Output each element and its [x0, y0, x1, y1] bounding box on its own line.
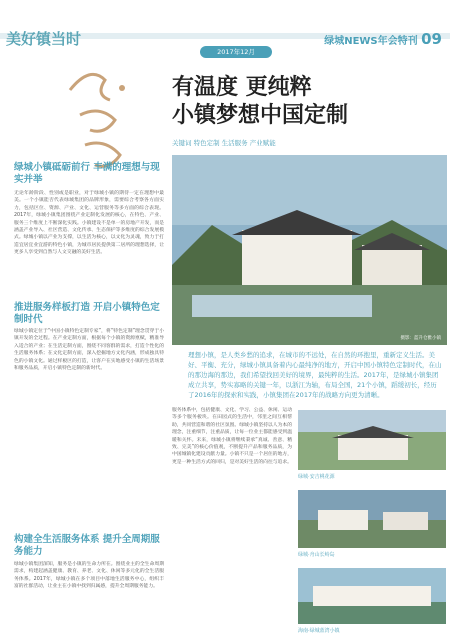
section-title: 美好镇当时 [6, 30, 82, 48]
section-1-title: 绿城小镇砥砺前行 丰满的理想与现实并举 [14, 162, 160, 185]
section-2-title: 推进服务样板打造 开启小镇特色定制时代 [14, 302, 160, 325]
thumb-1 [298, 410, 446, 470]
thumb-3-image [298, 568, 446, 624]
section-3-body: 绿城小镇集团深知，服务是小镇的生命力所在。围绕业主的全生命周期需求，构建起涵盖健康、教育、养老、文化、休闲等多元化的全生活服务体系。2017年，绿城小镇在多个项目中落地生活服务中心，组织丰富的社群活动，让业主在小镇中找到归属感，提升全周期服务能力。 [14, 562, 164, 590]
thumb-3-label: 海南·绿城蓝湾小镇 [298, 628, 340, 634]
thumb-1-label: 绿城·安吉桃花源 [298, 474, 335, 480]
brand-header [324, 30, 442, 48]
date-pill: 2017年12月 [200, 46, 272, 58]
thumb-1-image [298, 410, 446, 470]
intro-paragraph: 理想小镇，是人类乡愁的追求，在城市的不远处，在自然的环抱里，重新定义生活。美好、平衡、充分，绿城小镇具备着内心最纯净的地方，开启中国小镇特色定制时代，在山的那边海的那边，我们希望找回美好的境界，最纯粹的生活。2017年，是绿城小镇集团成立共享，势实寡略的关键一年，以浙江为轴，布局全国，21个小镇，蹈缓初长，经历了2016年的探索和实践，小镇集团在2017年的战略方向更为清晰。 [188, 351, 442, 399]
main-photo [172, 155, 447, 345]
page-number: 09 [421, 30, 442, 48]
brand-name: 绿城NEWS年会特刊 [324, 36, 418, 47]
thumb-2-label: 绿城·舟山长峙岛 [298, 552, 335, 558]
thumb-2-image [298, 490, 446, 548]
headline-line-2: 小镇梦想中国定制 [172, 103, 349, 128]
section-1-body: 无论年龄阶段、性别或是职业，对于绿城小镇的期待一定在理想中最美。一个小镇能否代表绿城集团的品牌形象，需要综合考察各方面实力，包括区位、资源、产业、文化、运营服务等多方面的综合表现。2017年，绿城小镇集团围绕产业定制化发展的核心，在特色、产业、服务三个维度上不断深化实践。小镇建设不是单一的房地产开发，而是涵盖产业导入、社区营造、文化传承、生态保护等多维度的综合发展模式。绿城小镇以产业为支撑，以生活为核心，以文化为灵魂，致力于打造宜居宜业宜游的特色小镇，为城市居民提供第二居所的理想选择，让更多人享受到自然与人文交融的美好生活。 [14, 191, 164, 256]
keywords: 关键词 特色定制 生活服务 产业赋能 [172, 139, 276, 147]
section-2-body: 绿城小镇定位于“中国小镇特色定制专家”，将“特色定制”理念贯穿于小镇开发的全过程。在产业定制方面，根据每个小镇的资源禀赋，精准导入适合的产业；在生活定制方面，围绕不同客群的需求，打造个性化的生活服务体系；在文化定制方面，深入挖掘地方文化内涵，形成独具特色的小镇文化。通过样板区的打造，让客户在实地感受小镇的生活场景和服务品质，开启小镇特色定制的新时代。 [14, 329, 164, 372]
headline-line-1: 有温度 更纯粹 [172, 75, 312, 100]
section-4-body: 服务体系中，包括健康、文化、学习、公益、休闲、运动等多个服务板块。在田园式的生活中，邻里之间互相帮助，共同营造和谐的社区氛围。绿城小镇坚持以人为本的理念，注重细节，注重品质，让每一位业主都能感受到温暖和关怀。未来，绿城小镇将继续秉承“真诚、善意、精致、完美”的核心价值观，不断提升产品和服务品质，为中国城镇化建设贡献力量。小镇不只是一个居住的地方，更是一种生活方式的回归，是对美好生活的向往与追求。 [172, 408, 292, 465]
thumb-2 [298, 490, 446, 548]
thumb-3 [298, 568, 446, 624]
headline [172, 74, 348, 130]
section-3-title: 构建全生活服务体系 提升全周期服务能力 [14, 534, 160, 557]
main-photo-image [172, 155, 447, 345]
main-photo-caption: 摄影：蓝升仓雅小镇 [400, 336, 441, 341]
